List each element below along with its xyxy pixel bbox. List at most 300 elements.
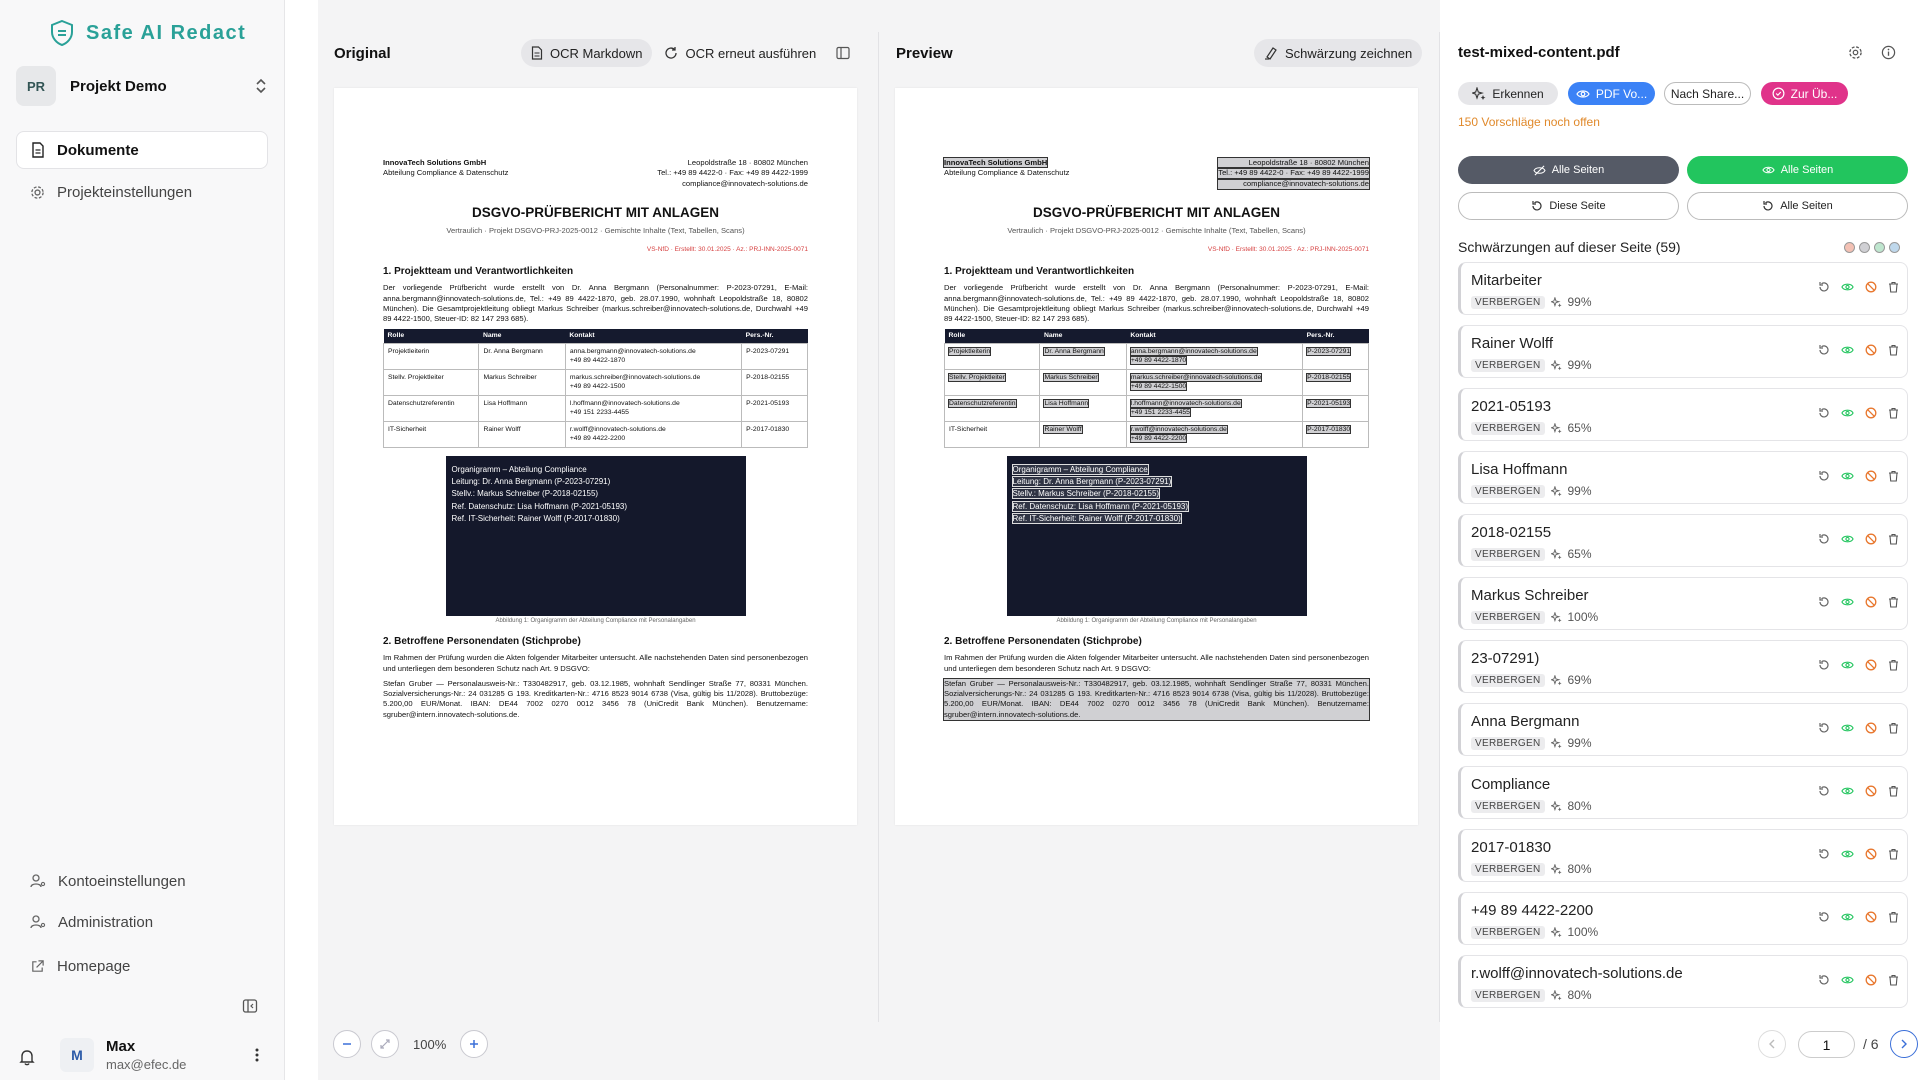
user-admin-icon [30, 914, 46, 930]
trash-icon[interactable] [1888, 344, 1899, 356]
redaction-actions [1818, 659, 1899, 671]
confidence-value: 100% [1567, 610, 1599, 624]
doc-addr1: Leopoldstraße 18 · 80802 München [687, 158, 808, 167]
zoom-in-button[interactable] [460, 1030, 488, 1058]
redacted-email[interactable]: markus.schreiber@innovatech-solutions.de [1130, 373, 1262, 381]
sparkle-icon [1551, 549, 1562, 560]
figure-caption: Abbildung 1: Organigramm der Abteilung Compliance mit Personalangaben [1056, 617, 1257, 624]
redacted-nr[interactable]: P-2021-05193 [1307, 399, 1351, 407]
doc-team-table [383, 329, 808, 447]
color-dot[interactable] [1859, 242, 1870, 253]
zoom-out-button[interactable] [333, 1030, 361, 1058]
nav-homepage-label: Homepage [57, 957, 131, 975]
redacted-name[interactable]: Lisa Hoffmann [1044, 399, 1089, 407]
nav-project-settings-label: Projekteinstellungen [57, 183, 193, 201]
sparkle-icon [1551, 990, 1562, 1001]
ban-icon[interactable] [1865, 533, 1877, 545]
redaction-actions [1818, 533, 1899, 545]
cell-nr [1303, 343, 1369, 369]
ban-icon[interactable] [1865, 281, 1877, 293]
action-badge: VERBERGEN [1471, 422, 1545, 435]
undo-icon[interactable] [1818, 722, 1830, 734]
redaction-item[interactable] [1458, 766, 1908, 819]
confidence-value: 80% [1567, 799, 1592, 813]
undo-icon [1531, 200, 1543, 212]
undo-icon[interactable] [1818, 848, 1830, 860]
minus-icon [342, 1039, 352, 1049]
preview-toolbar [1254, 36, 1422, 70]
action-badge: VERBERGEN [1471, 800, 1545, 813]
trash-icon[interactable] [1888, 281, 1899, 293]
ban-icon[interactable] [1865, 470, 1877, 482]
chevron-left-icon [1768, 1039, 1776, 1049]
cell-name: Rainer Wolff [479, 421, 565, 447]
doc-dept: Abteilung Compliance & Datenschutz [383, 168, 509, 178]
show-all-pages-button[interactable] [1687, 156, 1908, 184]
page-total: / 6 [1863, 1036, 1879, 1052]
table-header: Rolle [945, 329, 1040, 343]
cell-role [945, 369, 1040, 395]
table-header: Name [479, 329, 565, 343]
redaction-item[interactable] [1458, 514, 1908, 567]
eye-icon [1576, 89, 1590, 99]
redacted-org-line[interactable]: Organigramm – Abteilung Compliance [1012, 464, 1148, 474]
cell-email: markus.schreiber@innovatech-solutions.de [569, 373, 701, 381]
doc-heading-2: 2. Betroffene Personendaten (Stichprobe) [944, 635, 1142, 647]
gear-icon[interactable] [1848, 45, 1863, 60]
cell-role [945, 343, 1040, 369]
sparkle-icon [1551, 864, 1562, 875]
redaction-actions [1818, 911, 1899, 923]
original-header [334, 36, 391, 70]
sparkle-icon [1551, 675, 1562, 686]
chevron-updown-icon [254, 78, 268, 94]
redaction-item[interactable] [1458, 955, 1908, 1008]
table-row [384, 421, 808, 447]
page-navigation [1440, 1030, 1920, 1060]
undo-icon[interactable] [1818, 533, 1830, 545]
redaction-text: 2021-05193 [1471, 398, 1552, 415]
cell-contact [565, 369, 741, 395]
redacted-org-line[interactable]: Stellv.: Markus Schreiber (P-2018-02155) [1012, 489, 1160, 499]
nav-homepage[interactable] [16, 947, 268, 985]
redaction-item[interactable] [1458, 451, 1908, 504]
redacted-org-line[interactable]: Ref. IT-Sicherheit: Rainer Wolff (P-2017-01830) [1012, 514, 1181, 524]
original-toolbar [521, 36, 850, 70]
color-dot[interactable] [1844, 242, 1855, 253]
eye-icon[interactable] [1841, 408, 1854, 418]
reset-this-page-button[interactable] [1458, 192, 1679, 220]
ban-icon[interactable] [1865, 911, 1877, 923]
user-email: max@efec.de [106, 1057, 187, 1072]
cell-name: Lisa Hoffmann [479, 395, 565, 421]
ban-icon[interactable] [1865, 848, 1877, 860]
doc-dept: Abteilung Compliance & Datenschutz [944, 168, 1070, 178]
review-label: Zur Üb... [1790, 86, 1838, 101]
detect-button[interactable] [1458, 82, 1558, 105]
trash-icon[interactable] [1888, 596, 1899, 608]
doc-subtitle: Vertraulich · Projekt DSGVO-PRJ-2025-0012 · Gemischte Inhalte (Text, Tabellen, Scans) [1007, 225, 1306, 235]
shield-icon [50, 20, 74, 46]
nav-administration-label: Administration [58, 913, 154, 931]
hide-all-label: Alle Seiten [1551, 164, 1605, 176]
org-line: Stellv.: Markus Schreiber (P-2018-02155) [451, 489, 599, 499]
eye-icon[interactable] [1841, 534, 1854, 544]
table-row [384, 369, 808, 395]
trash-icon[interactable] [1888, 407, 1899, 419]
action-badge: VERBERGEN [1471, 674, 1545, 687]
cell-phone: +49 89 4422-2200 [569, 434, 626, 442]
pending-suggestions: 150 Vorschläge noch offen [1458, 115, 1600, 129]
org-line: Ref. IT-Sicherheit: Rainer Wolff (P-2017-01830) [451, 514, 620, 524]
redacted-name[interactable]: Dr. Anna Bergmann [1044, 347, 1104, 355]
doc-subtitle: Vertraulich · Projekt DSGVO-PRJ-2025-0012 · Gemischte Inhalte (Text, Tabellen, Scans) [446, 225, 745, 235]
doc-addr2: Tel.: +49 89 4422-0 · Fax: +49 89 4422-1999 [1218, 168, 1369, 178]
user-settings-icon [30, 873, 46, 889]
zoom-controls [333, 1030, 488, 1058]
confidence-value: 100% [1567, 925, 1599, 939]
doc-paragraph-1: Der vorliegende Prüfbericht wurde erstellt von Dr. Anna Bergmann (Personalnummer: P-2023-07291, E-Mail: anna.bergmann@innovatech-solutions.de, Tel.: +49 89 4422-1870, geb. 28.07.1990, wohnhaft Leopoldstraße 18, 80802 München). Die Gesamtprojektleitung obliegt Markus Schreiber (markus.schreiber@innovatech-solutions.de, Durchwahl +49 89 4422-1500, Steuer-ID: 82 147 293 685). [944, 283, 1369, 324]
file-name: test-mixed-content.pdf [1458, 44, 1620, 61]
ban-icon[interactable] [1865, 344, 1877, 356]
color-filter-dots[interactable] [1844, 242, 1900, 253]
gear-icon [30, 185, 45, 200]
ban-icon[interactable] [1865, 407, 1877, 419]
sparkle-icon [1472, 87, 1486, 101]
undo-icon[interactable] [1818, 281, 1830, 293]
ban-icon[interactable] [1865, 659, 1877, 671]
trash-icon[interactable] [1888, 722, 1899, 734]
show-all-label: Alle Seiten [1780, 164, 1834, 176]
app-name: Safe AI Redact [86, 21, 247, 44]
redacted-phone[interactable]: +49 89 4422-1500 [1130, 382, 1187, 390]
redacted-org-line[interactable]: Ref. Datenschutz: Lisa Hoffmann (P-2021-05193) [1012, 501, 1189, 511]
pane-divider[interactable] [878, 32, 879, 1022]
confidence-value: 80% [1567, 988, 1592, 1002]
cell-name: Markus Schreiber [479, 369, 565, 395]
eye-icon[interactable] [1841, 975, 1854, 985]
confidence-value: 69% [1567, 673, 1592, 687]
ban-icon[interactable] [1865, 785, 1877, 797]
project-switcher[interactable] [16, 66, 268, 106]
action-badge: VERBERGEN [1471, 296, 1545, 309]
sparkle-icon [1551, 360, 1562, 371]
hide-all-pages-button[interactable] [1458, 156, 1679, 184]
draw-redaction-label: Schwärzung zeichnen [1285, 45, 1413, 61]
original-title: Original [334, 44, 391, 62]
cell-contact [565, 421, 741, 447]
doc-paragraph-3[interactable]: Stefan Gruber — Personalausweis-Nr.: T330482917, geb. 03.12.1985, wohnhaft Sendlinger Straße 77, 80331 München. Sozialversicherungs-Nr.: 24 031285 G 193. Kreditkarten-Nr.: 4716 8523 9014 6738 (Visa, gültig bis 11/2028). Bruttobezüge: 5.200,00 EUR/Monat. IBAN: DE44 7002 0270 0012 3456 78 (UniCredit Bank München). Benutzername: sgruber@intern.innovatech-solutions.de. [944, 678, 1369, 719]
eye-icon [1762, 165, 1775, 175]
doc-addr3: compliance@innovatech-solutions.de [1218, 179, 1369, 189]
redacted-email[interactable]: anna.bergmann@innovatech-solutions.de [1130, 347, 1257, 355]
undo-icon[interactable] [1818, 911, 1830, 923]
action-badge: VERBERGEN [1471, 737, 1545, 750]
redaction-text: Anna Bergmann [1471, 713, 1580, 730]
page-input[interactable]: 1 [1798, 1031, 1855, 1058]
fit-page-button[interactable] [371, 1030, 399, 1058]
cell-contact [1126, 343, 1302, 369]
next-page-button[interactable] [1890, 1030, 1918, 1058]
cell-name [1040, 369, 1126, 395]
redaction-text: Rainer Wolff [1471, 335, 1553, 352]
cell-nr: P-2018-02155 [742, 369, 808, 395]
redacted-nr[interactable]: P-2018-02155 [1307, 373, 1351, 381]
pdf-preview-button[interactable] [1568, 82, 1655, 105]
redaction-item[interactable] [1458, 703, 1908, 756]
redaction-item[interactable] [1458, 577, 1908, 630]
doc-paragraph-2: Im Rahmen der Prüfung wurden die Akten folgender Mitarbeiter untersucht. Alle nachstehenden Daten sind personenbezogen und unterliegen dem besonderen Schutz nach Art. 9 DSGVO: [944, 653, 1369, 673]
nav-account-settings-label: Kontoeinstellungen [58, 872, 186, 890]
redacted-role[interactable]: Projektleiterin [949, 347, 991, 355]
doc-paragraph-3: Stefan Gruber — Personalausweis-Nr.: T330482917, geb. 03.12.1985, wohnhaft Sendlinger Straße 77, 80331 München. Sozialversicherungs-Nr.: 24 031285 G 193. Kreditkarten-Nr.: 4716 8523 9014 6738 (Visa, gültig bis 11/2028). Bruttobezüge: 5.200,00 EUR/Monat. IBAN: DE44 7002 0270 0012 3456 78 (UniCredit Bank München). Benutzername: sgruber@intern.innovatech-solutions.de. [383, 678, 808, 719]
redaction-item[interactable] [1458, 829, 1908, 882]
redaction-text: +49 89 4422-2200 [1471, 902, 1594, 919]
reset-this-page-label: Diese Seite [1549, 200, 1606, 212]
redaction-actions [1818, 785, 1899, 797]
collapse-sidebar-button[interactable] [242, 998, 258, 1017]
trash-icon[interactable] [1888, 848, 1899, 860]
redaction-text: Lisa Hoffmann [1471, 461, 1568, 478]
redacted-org-line[interactable]: Leitung: Dr. Anna Bergmann (P-2023-07291) [1012, 477, 1172, 487]
external-link-icon [30, 959, 45, 974]
color-dot[interactable] [1889, 242, 1900, 253]
cell-nr: P-2023-07291 [742, 343, 808, 369]
sparkle-icon [1551, 801, 1562, 812]
sparkle-icon [1551, 927, 1562, 938]
redaction-text: 2017-01830 [1471, 839, 1552, 856]
cell-role: IT-Sicherheit [945, 421, 1040, 447]
redaction-item[interactable] [1458, 325, 1908, 378]
refresh-icon [664, 46, 678, 60]
cell-email: l.hoffmann@innovatech-solutions.de [569, 399, 680, 407]
trash-icon[interactable] [1888, 785, 1899, 797]
cell-contact [1126, 421, 1302, 447]
sidebar [0, 0, 285, 1080]
nav-project-settings[interactable] [16, 173, 268, 211]
redaction-item[interactable] [1458, 388, 1908, 441]
confidence-value: 99% [1567, 295, 1592, 309]
action-badge: VERBERGEN [1471, 548, 1545, 561]
table-row [945, 421, 1369, 447]
original-page[interactable] [334, 88, 857, 825]
chevron-right-icon [1900, 1039, 1908, 1049]
preview-document [944, 158, 1369, 720]
redacted-phone[interactable]: +49 151 2233-4455 [1130, 408, 1190, 416]
ocr-rerun-button[interactable] [654, 39, 826, 67]
draw-redaction-button[interactable] [1254, 39, 1422, 67]
doc-heading-1: 1. Projektteam und Verantwortlichkeiten [944, 265, 1135, 277]
nav-administration[interactable] [16, 903, 268, 941]
undo-icon[interactable] [1818, 407, 1830, 419]
figure-caption: Abbildung 1: Organigramm der Abteilung Compliance mit Personalangaben [495, 617, 696, 624]
doc-company: InnovaTech Solutions GmbH [383, 158, 487, 167]
undo-icon[interactable] [1818, 974, 1830, 986]
redacted-name[interactable]: Markus Schreiber [1044, 373, 1098, 381]
preview-header [896, 36, 953, 70]
sparkle-icon [1551, 738, 1562, 749]
table-row [945, 395, 1369, 421]
document-icon [531, 46, 543, 60]
cell-name [1040, 343, 1126, 369]
redacted-nr[interactable]: P-2017-01830 [1307, 425, 1351, 433]
redacted-nr[interactable]: P-2023-07291 [1307, 347, 1351, 355]
table-row [384, 395, 808, 421]
cell-email: anna.bergmann@innovatech-solutions.de [569, 347, 696, 355]
user-menu [18, 1038, 268, 1072]
cell-contact [565, 343, 741, 369]
plus-icon [469, 1039, 479, 1049]
redaction-text: r.wolff@innovatech-solutions.de [1471, 965, 1683, 982]
cell-nr: P-2017-01830 [742, 421, 808, 447]
reset-all-pages-label: Alle Seiten [1780, 200, 1833, 212]
bell-icon[interactable] [18, 1048, 36, 1066]
eye-icon[interactable] [1841, 912, 1854, 922]
action-badge: VERBERGEN [1471, 485, 1545, 498]
confidence-value: 99% [1567, 484, 1592, 498]
sparkle-icon [1551, 486, 1562, 497]
doc-addr3: compliance@innovatech-solutions.de [682, 178, 808, 188]
ban-icon[interactable] [1865, 722, 1877, 734]
share-label: Nach Share... [1670, 86, 1745, 101]
redaction-actions [1818, 848, 1899, 860]
undo-icon[interactable] [1818, 344, 1830, 356]
nav-account-settings[interactable] [16, 862, 268, 900]
pdf-preview-label: PDF Vo... [1595, 86, 1648, 101]
ban-icon[interactable] [1865, 596, 1877, 608]
eye-icon[interactable] [1841, 345, 1854, 355]
table-header: Pers.-Nr. [1303, 329, 1369, 343]
confidence-value: 65% [1567, 547, 1592, 561]
redacted-role[interactable]: Stellv. Projektleiter [949, 373, 1005, 381]
review-button[interactable] [1761, 82, 1848, 105]
redaction-actions [1818, 596, 1899, 608]
eye-off-icon [1533, 165, 1546, 176]
info-icon[interactable] [1881, 45, 1896, 60]
doc-classification: VS-NfD · Erstellt: 30.01.2025 · Az.: PRJ-INN-2025-0071 [646, 246, 808, 254]
cell-name: Dr. Anna Bergmann [479, 343, 565, 369]
user-name: Max [106, 1038, 136, 1055]
cell-nr [1303, 421, 1369, 447]
redaction-item[interactable] [1458, 262, 1908, 315]
prev-page-button[interactable] [1758, 1030, 1786, 1058]
detect-label: Erkennen [1492, 86, 1544, 101]
cell-contact [1126, 395, 1302, 421]
trash-icon[interactable] [1888, 470, 1899, 482]
more-vertical-icon[interactable] [254, 1047, 260, 1063]
trash-icon[interactable] [1888, 974, 1899, 986]
redaction-actions [1818, 470, 1899, 482]
undo-icon[interactable] [1818, 596, 1830, 608]
redaction-text: Markus Schreiber [1471, 587, 1589, 604]
doc-addr1: Leopoldstraße 18 · 80802 München [1218, 158, 1369, 168]
redaction-actions [1818, 722, 1899, 734]
org-line: Leitung: Dr. Anna Bergmann (P-2023-07291) [451, 477, 611, 487]
nav-documents[interactable] [16, 131, 268, 169]
confidence-value: 99% [1567, 736, 1592, 750]
eye-icon[interactable] [1841, 660, 1854, 670]
cell-contact [565, 395, 741, 421]
cell-role: IT-Sicherheit [384, 421, 479, 447]
cell-phone: +49 151 2233-4455 [569, 408, 629, 416]
redacted-phone[interactable]: +49 89 4422-2200 [1130, 434, 1187, 442]
undo-icon[interactable] [1818, 659, 1830, 671]
undo-icon[interactable] [1818, 785, 1830, 797]
eye-icon[interactable] [1841, 597, 1854, 607]
redaction-actions [1818, 281, 1899, 293]
app-logo[interactable] [50, 20, 246, 46]
table-row [945, 369, 1369, 395]
redacted-role[interactable]: Datenschutzreferentin [949, 399, 1016, 407]
preview-page[interactable] [895, 88, 1418, 825]
nav-documents-label: Dokumente [57, 141, 139, 159]
sparkle-icon [1551, 297, 1562, 308]
org-chart-scan [1007, 456, 1307, 616]
redaction-item[interactable] [1458, 640, 1908, 693]
eye-icon[interactable] [1841, 723, 1854, 733]
cell-contact [1126, 369, 1302, 395]
reset-all-pages-button[interactable] [1687, 192, 1908, 220]
marker-icon [1264, 46, 1278, 60]
redaction-text: 23-07291) [1471, 650, 1540, 667]
org-chart-scan [446, 456, 746, 616]
doc-heading-2: 2. Betroffene Personendaten (Stichprobe) [383, 635, 581, 647]
doc-team-table [944, 329, 1369, 447]
trash-icon[interactable] [1888, 911, 1899, 923]
doc-addr2: Tel.: +49 89 4422-0 · Fax: +49 89 4422-1999 [657, 168, 808, 178]
doc-classification: VS-NfD · Erstellt: 30.01.2025 · Az.: PRJ-INN-2025-0071 [1207, 246, 1369, 254]
table-header: Kontakt [565, 329, 741, 343]
undo-icon[interactable] [1818, 470, 1830, 482]
cell-role: Stellv. Projektleiter [384, 369, 479, 395]
ban-icon[interactable] [1865, 974, 1877, 986]
redacted-phone[interactable]: +49 89 4422-1870 [1130, 356, 1187, 364]
share-button[interactable] [1664, 82, 1751, 105]
cell-phone: +49 89 4422-1500 [569, 382, 626, 390]
color-dot[interactable] [1874, 242, 1885, 253]
redaction-item[interactable] [1458, 892, 1908, 945]
table-row [945, 343, 1369, 369]
redactions-section-title: Schwärzungen auf dieser Seite (59) [1458, 239, 1681, 255]
cell-name [1040, 395, 1126, 421]
confidence-value: 80% [1567, 862, 1592, 876]
sparkle-icon [1551, 612, 1562, 623]
eye-icon[interactable] [1841, 282, 1854, 292]
redaction-actions [1818, 974, 1899, 986]
eye-icon[interactable] [1841, 786, 1854, 796]
ocr-markdown-button[interactable] [521, 39, 652, 67]
redaction-actions [1818, 407, 1899, 419]
eye-icon[interactable] [1841, 471, 1854, 481]
redacted-email[interactable]: r.wolff@innovatech-solutions.de [1130, 425, 1227, 433]
eye-icon[interactable] [1841, 849, 1854, 859]
action-badge: VERBERGEN [1471, 359, 1545, 372]
doc-company: InnovaTech Solutions GmbH [944, 158, 1048, 167]
redacted-email[interactable]: l.hoffmann@innovatech-solutions.de [1130, 399, 1241, 407]
cell-email: r.wolff@innovatech-solutions.de [569, 425, 666, 433]
table-header: Name [1040, 329, 1126, 343]
project-avatar: PR [16, 66, 56, 106]
redacted-name[interactable]: Rainer Wolff [1044, 425, 1082, 433]
action-badge: VERBERGEN [1471, 863, 1545, 876]
cell-role: Datenschutzreferentin [384, 395, 479, 421]
trash-icon[interactable] [1888, 533, 1899, 545]
trash-icon[interactable] [1888, 659, 1899, 671]
table-header: Rolle [384, 329, 479, 343]
expand-icon [380, 1039, 390, 1049]
panel-toggle-icon[interactable] [836, 46, 850, 60]
action-badge: VERBERGEN [1471, 989, 1545, 1002]
